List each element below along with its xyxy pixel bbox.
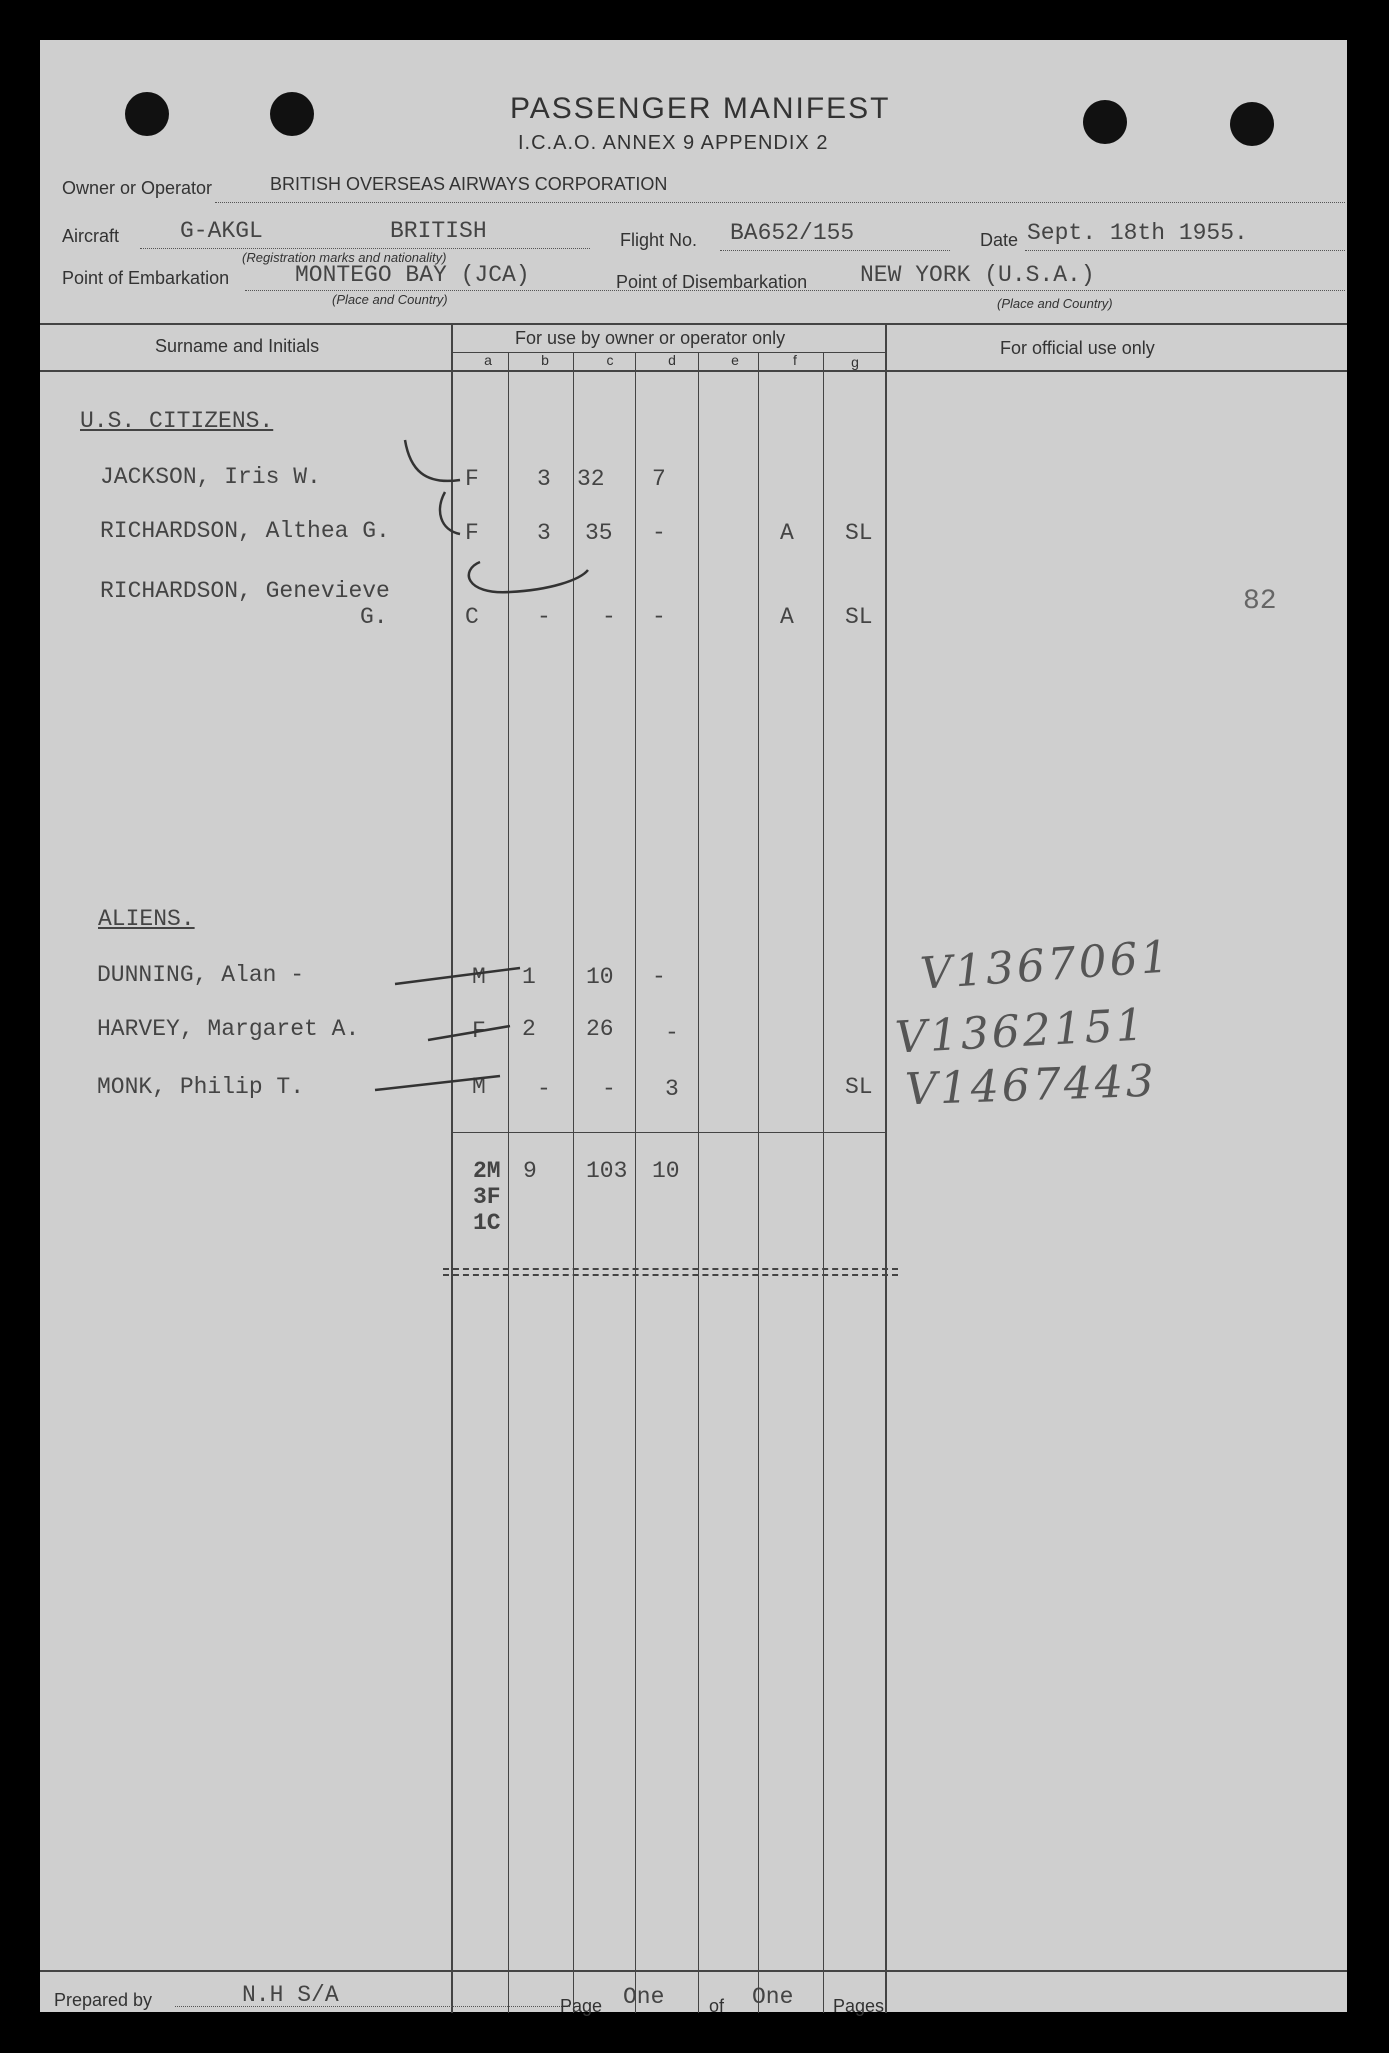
pages-label: Pages xyxy=(833,1996,885,2016)
page-subtitle: I.C.A.O. ANNEX 9 APPENDIX 2 xyxy=(518,132,829,154)
cell-a: F xyxy=(465,520,479,546)
subcol-d: d xyxy=(668,352,676,368)
embarkation-label: Point of Embarkation xyxy=(62,268,230,288)
cell-f: A xyxy=(780,604,794,630)
punch-hole xyxy=(1083,100,1127,144)
total-d: 10 xyxy=(652,1158,680,1184)
total-a-m: 2M xyxy=(473,1158,501,1184)
page-number: One xyxy=(623,1984,665,2010)
cell-a: C xyxy=(465,604,479,630)
visa-number: V1467443 xyxy=(904,1055,1158,1116)
disembarkation-label: Point of Disembarkation xyxy=(616,272,808,292)
check-marks xyxy=(40,40,940,1160)
cell-d: 7 xyxy=(652,466,666,492)
col-owner-header: For use by owner or operator only xyxy=(515,328,786,348)
passenger-name: HARVEY, Margaret A. xyxy=(97,1016,360,1042)
cell-c: - xyxy=(602,1076,616,1102)
cell-b: 3 xyxy=(537,520,551,546)
page-total: One xyxy=(752,1984,794,2010)
disembarkation-value: NEW YORK (U.S.A.) xyxy=(860,262,1095,288)
cell-g: SL xyxy=(845,604,873,630)
official-number: 82 xyxy=(1243,586,1277,617)
cell-g: SL xyxy=(845,520,873,546)
cell-c: 26 xyxy=(586,1016,614,1042)
cell-a: M xyxy=(472,964,486,990)
cell-d: - xyxy=(652,520,666,546)
cell-a: F xyxy=(465,466,479,492)
cell-d: - xyxy=(652,964,666,990)
passenger-name: RICHARDSON, Genevieve xyxy=(100,578,390,604)
owner-value: BRITISH OVERSEAS AIRWAYS CORPORATION xyxy=(270,174,668,194)
aircraft-registration: G-AKGL xyxy=(180,218,263,244)
col-surname-header: Surname and Initials xyxy=(155,336,320,356)
cell-d: - xyxy=(652,604,666,630)
date-value: Sept. 18th 1955. xyxy=(1027,220,1248,246)
date-label: Date xyxy=(980,230,1019,250)
subcol-b: b xyxy=(541,352,549,368)
subcol-e: e xyxy=(731,352,739,368)
subcol-c: c xyxy=(606,352,614,368)
cell-b: 3 xyxy=(537,466,551,492)
subcol-a: a xyxy=(484,352,492,368)
total-c: 103 xyxy=(586,1158,628,1184)
cell-f: A xyxy=(780,520,794,546)
section-us-citizens: U.S. CITIZENS. xyxy=(80,408,274,434)
passenger-name: DUNNING, Alan - xyxy=(97,962,305,988)
page-label: Page xyxy=(560,1996,603,2016)
punch-hole xyxy=(1230,102,1274,146)
cell-b: 2 xyxy=(522,1016,536,1042)
total-a-c: 1C xyxy=(473,1210,501,1236)
cell-c: 10 xyxy=(586,964,614,990)
col-official-header: For official use only xyxy=(1000,338,1155,358)
manifest-page xyxy=(40,40,1347,2016)
passenger-name: JACKSON, Iris W. xyxy=(100,464,321,490)
embarkation-value: MONTEGO BAY (JCA) xyxy=(295,262,530,288)
prepared-by-value: N.H S/A xyxy=(242,1982,339,2008)
visa-number: V1367061 xyxy=(918,931,1174,1000)
disembarkation-note: (Place and Country) xyxy=(997,296,1113,311)
cell-b: - xyxy=(537,604,551,630)
cell-a: M xyxy=(472,1074,486,1100)
cell-g: SL xyxy=(845,1074,873,1100)
subcol-f: f xyxy=(793,352,797,368)
embarkation-note: (Place and Country) xyxy=(332,292,448,307)
section-aliens: ALIENS. xyxy=(98,906,195,932)
cell-a: F xyxy=(472,1018,486,1044)
flight-value: BA652/155 xyxy=(730,220,855,246)
passenger-name-cont: G. xyxy=(360,604,388,630)
cell-b: - xyxy=(537,1076,551,1102)
aircraft-nationality: BRITISH xyxy=(390,218,487,244)
flight-label: Flight No. xyxy=(620,230,698,250)
cell-d: 3 xyxy=(665,1076,679,1102)
passenger-name: RICHARDSON, Althea G. xyxy=(100,518,390,544)
cell-c: 35 xyxy=(585,520,613,546)
cell-c: - xyxy=(602,604,616,630)
cell-b: 1 xyxy=(522,964,536,990)
total-b: 9 xyxy=(523,1158,537,1184)
cell-d: - xyxy=(665,1020,679,1046)
aircraft-note: (Registration marks and nationality) xyxy=(242,250,447,265)
passenger-name: MONK, Philip T. xyxy=(97,1074,305,1100)
visa-number: V1362151 xyxy=(893,999,1148,1064)
page-title: PASSENGER MANIFEST xyxy=(510,92,891,125)
aircraft-label: Aircraft xyxy=(62,226,120,246)
cell-c: 32 xyxy=(577,466,605,492)
owner-label: Owner or Operator xyxy=(62,178,213,198)
subcol-g: g xyxy=(851,354,859,370)
prepared-by-label: Prepared by xyxy=(54,1990,153,2010)
of-label: of xyxy=(709,1996,725,2016)
total-a-f: 3F xyxy=(473,1184,501,1210)
